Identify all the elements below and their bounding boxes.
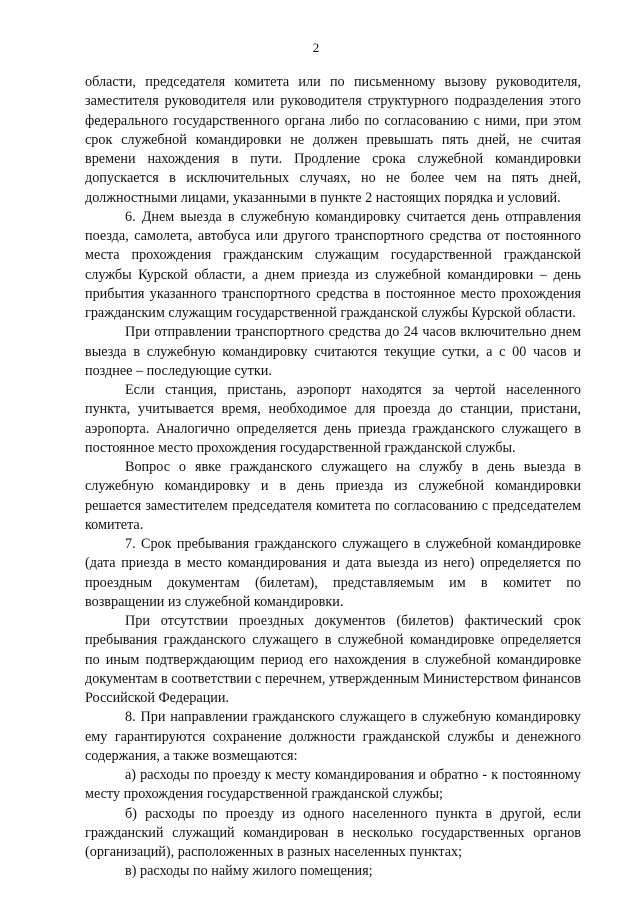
paragraph-continuation: области, председателя комитета или по письменному вызову руководителя, заместителя руководителя или руководителя структурного подразделения этого федерального государственного органа либо по согласованию с ними, при этом срок служебной командировки не должен превышать пять дней, не считая времени нахождения в пути. Продление срока служебной командировки допускается в исключительных случаях, но не более чем на пять дней, должностными лицами, указанными в пункте 2 настоящих порядка и условий. bbox=[85, 74, 581, 206]
paragraph-item-7: 7. Срок пребывания гражданского служащего в служебной командировке (дата приезда в место командирования и дата выезда из него) определяется по проездным документам (билетам), представляемым им в комитет по возвращении из служебной командировки. bbox=[85, 536, 581, 610]
paragraph-departure-time: При отправлении транспортного средства до 24 часов включительно днем выезда в служебную командировку считаются текущие сутки, а с 00 часов и позднее – последующие сутки. bbox=[85, 324, 581, 379]
paragraph-attendance: Вопрос о явке гражданского служащего на службу в день выезда в служебную командировку и в день приезда из служебной командировки решается заместителем председателя комитета по согласованию с председателем комитета. bbox=[85, 459, 581, 533]
paragraph-subitem-c: в) расходы по найму жилого помещения; bbox=[125, 863, 373, 880]
page-number: 2 bbox=[312, 40, 320, 55]
paragraph-station-outside: Если станция, пристань, аэропорт находятся за чертой населенного пункта, учитывается время, необходимое для проезда до станции, пристани, аэропорта. Аналогично определяется день приезда гражданского служащего в постоянное место прохождения государственной гражданской службы. bbox=[85, 382, 581, 456]
paragraph-item-8: 8. При направлении гражданского служащего в служебную командировку ему гарантируются сохранение должности гражданской службы и денежного содержания, а также возмещаются: bbox=[85, 709, 581, 764]
paragraph-subitem-a: а) расходы по проезду к месту командирования и обратно - к постоянному месту прохождения государственной гражданской службы; bbox=[85, 767, 581, 803]
document-body bbox=[85, 73, 581, 882]
paragraph-subitem-b: б) расходы по проезду из одного населенного пункта в другой, если гражданский служащий командирован в несколько государственных органов (организаций), расположенных в разных населенных пунктах; bbox=[85, 805, 581, 860]
paragraph-item-6: 6. Днем выезда в служебную командировку считается день отправления поезда, самолета, автобуса или другого транспортного средства от постоянного места прохождения гражданским служащим государственной гражданской службы Курской области, а днем приезда из служебной командировки – день прибытия указанного транспортного средства в постоянное место прохождения гражданским служащим государственной гражданской службы Курской области. bbox=[85, 208, 581, 321]
paragraph-no-tickets: При отсутствии проездных документов (билетов) фактический срок пребывания гражданского служащего в служебной командировке определяется по иным подтверждающим период его нахождения в служебной командировке документам в соответствии с перечнем, утвержденным Министерством финансов Российской Федерации. bbox=[85, 613, 581, 706]
